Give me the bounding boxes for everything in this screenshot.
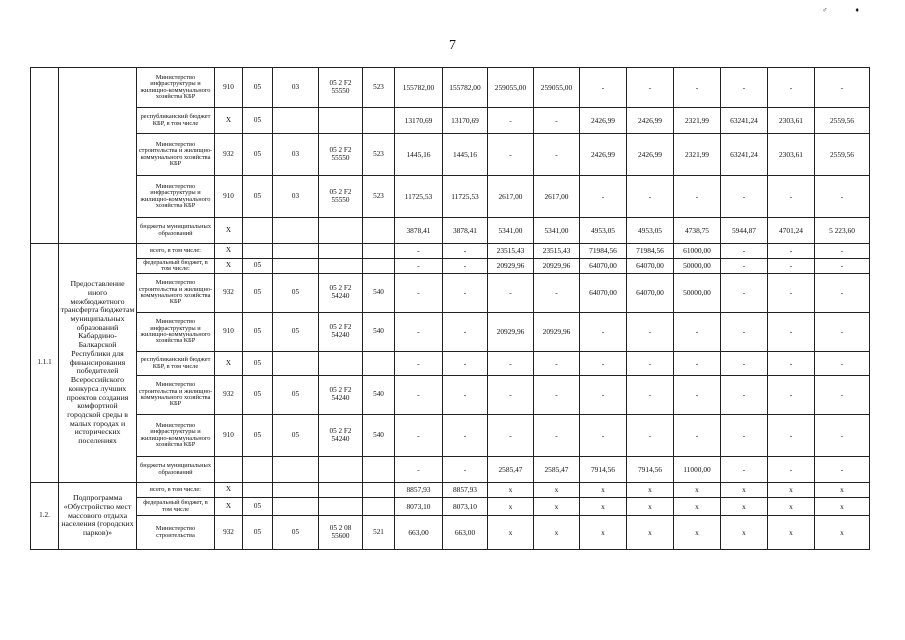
amount-cell: 5944,87	[721, 218, 768, 244]
amount-cell: x	[534, 498, 580, 516]
table-row	[31, 498, 870, 516]
amount-cell: 2303,61	[768, 108, 815, 134]
table-row	[31, 218, 870, 244]
grbs-code: X	[215, 218, 243, 244]
source-org: всего, в том числе:	[137, 483, 215, 498]
source-org: федеральный бюджет, в том числе:	[137, 259, 215, 274]
grbs-code: X	[215, 498, 243, 516]
amount-cell: 155782,00	[443, 68, 488, 108]
amount-cell: 2426,99	[627, 134, 674, 176]
amount-cell: -	[768, 376, 815, 415]
amount-cell: -	[721, 244, 768, 259]
amount-cell: 4701,24	[768, 218, 815, 244]
amount-cell: 2585,47	[534, 457, 580, 483]
amount-cell: 1445,16	[395, 134, 443, 176]
amount-cell: 4953,05	[627, 218, 674, 244]
grbs-code	[215, 457, 243, 483]
grbs-code: X	[215, 483, 243, 498]
section-code: 05	[243, 376, 273, 415]
expense-type-code	[363, 457, 395, 483]
subsection-code: 03	[273, 68, 319, 108]
subsection-code: 03	[273, 176, 319, 218]
subsection-code	[273, 483, 319, 498]
amount-cell: 259055,00	[534, 68, 580, 108]
amount-cell: 3878,41	[443, 218, 488, 244]
source-org: всего, в том числе:	[137, 244, 215, 259]
amount-cell: -	[395, 244, 443, 259]
table-row	[31, 244, 870, 259]
amount-cell: x	[815, 498, 870, 516]
table-row	[31, 376, 870, 415]
amount-cell: -	[768, 259, 815, 274]
grbs-code: X	[215, 108, 243, 134]
grbs-code: 932	[215, 516, 243, 550]
amount-cell: -	[443, 244, 488, 259]
amount-cell: 1445,16	[443, 134, 488, 176]
subsection-code: 05	[273, 516, 319, 550]
grbs-code: X	[215, 259, 243, 274]
amount-cell: -	[815, 313, 870, 352]
amount-cell: -	[580, 415, 627, 457]
table-row	[31, 457, 870, 483]
source-org: Министерство инфраструктуры и жилищно-коммунального хозяйства КБР	[137, 313, 215, 352]
amount-cell: -	[395, 376, 443, 415]
amount-cell: 63241,24	[721, 108, 768, 134]
amount-cell: -	[443, 457, 488, 483]
amount-cell: 155782,00	[395, 68, 443, 108]
section-code: 05	[243, 352, 273, 376]
amount-cell: x	[768, 483, 815, 498]
amount-cell: -	[768, 415, 815, 457]
subsection-code	[273, 218, 319, 244]
amount-cell: -	[815, 457, 870, 483]
source-org: Министерство инфраструктуры и жилищно-коммунального хозяйства КБР	[137, 415, 215, 457]
grbs-code: 910	[215, 415, 243, 457]
amount-cell: 11000,00	[674, 457, 721, 483]
amount-cell: 23515,43	[534, 244, 580, 259]
source-org: бюджеты муниципальных образований	[137, 218, 215, 244]
amount-cell: -	[580, 376, 627, 415]
expense-type-code	[363, 259, 395, 274]
section-code	[243, 457, 273, 483]
target-article-code: 05 2 F2 55550	[319, 68, 363, 108]
subsection-code	[273, 498, 319, 516]
subsection-code: 05	[273, 313, 319, 352]
target-article-code	[319, 352, 363, 376]
amount-cell: 13170,69	[443, 108, 488, 134]
page-number: 7	[449, 38, 456, 53]
table-body	[31, 68, 870, 550]
amount-cell: -	[443, 313, 488, 352]
amount-cell: -	[721, 376, 768, 415]
target-article-code	[319, 483, 363, 498]
subsection-code	[273, 352, 319, 376]
amount-cell: -	[395, 457, 443, 483]
amount-cell: x	[674, 483, 721, 498]
amount-cell: 2559,56	[815, 108, 870, 134]
target-article-code	[319, 218, 363, 244]
amount-cell: -	[721, 68, 768, 108]
amount-cell: x	[815, 483, 870, 498]
target-article-code: 05 2 F2 55550	[319, 176, 363, 218]
amount-cell: -	[488, 352, 534, 376]
target-article-code: 05 2 F2 54240	[319, 415, 363, 457]
table-row	[31, 108, 870, 134]
section-code: 05	[243, 176, 273, 218]
row-number: 1.1.1	[31, 244, 59, 483]
amount-cell: 20929,96	[488, 313, 534, 352]
amount-cell: 20929,96	[488, 259, 534, 274]
amount-cell: -	[721, 176, 768, 218]
budget-table	[30, 67, 870, 550]
amount-cell: -	[488, 134, 534, 176]
amount-cell: -	[534, 274, 580, 313]
amount-cell: 71984,56	[627, 244, 674, 259]
section-code: 05	[243, 274, 273, 313]
amount-cell: 3878,41	[395, 218, 443, 244]
amount-cell: 2617,00	[534, 176, 580, 218]
amount-cell: -	[534, 352, 580, 376]
amount-cell: x	[534, 516, 580, 550]
corner-marks	[822, 6, 887, 14]
amount-cell: x	[721, 516, 768, 550]
section-code	[243, 483, 273, 498]
table-row	[31, 415, 870, 457]
amount-cell: x	[721, 483, 768, 498]
expense-type-code: 523	[363, 176, 395, 218]
grbs-code: 932	[215, 376, 243, 415]
expense-type-code: 523	[363, 68, 395, 108]
table-row	[31, 352, 870, 376]
expense-type-code	[363, 108, 395, 134]
amount-cell: x	[580, 516, 627, 550]
amount-cell: -	[815, 376, 870, 415]
amount-cell: 13170,69	[395, 108, 443, 134]
source-org: Министерство инфраструктуры и жилищно-коммунального хозяйства КБР	[137, 68, 215, 108]
amount-cell: -	[395, 274, 443, 313]
amount-cell: 11725,53	[443, 176, 488, 218]
amount-cell: -	[395, 313, 443, 352]
amount-cell: -	[534, 376, 580, 415]
amount-cell: -	[721, 259, 768, 274]
amount-cell: -	[443, 376, 488, 415]
subsection-code: 05	[273, 376, 319, 415]
amount-cell: -	[815, 176, 870, 218]
amount-cell: -	[815, 274, 870, 313]
grbs-code: X	[215, 352, 243, 376]
section-code: 05	[243, 516, 273, 550]
amount-cell: x	[674, 498, 721, 516]
section-code	[243, 244, 273, 259]
amount-cell: 64070,00	[627, 259, 674, 274]
amount-cell: -	[674, 176, 721, 218]
section-code: 05	[243, 313, 273, 352]
measure-name: Предоставление иного межбюджетного трансферта бюджетам муниципальных образований Кабардино-Балкарской Республики для финансирования победителей Всероссийского конкурса лучших проектов создания комфортной городской среды в малых городах и исторических поселениях	[59, 244, 137, 483]
amount-cell: -	[443, 274, 488, 313]
amount-cell: x	[627, 483, 674, 498]
amount-cell: -	[580, 68, 627, 108]
amount-cell: 50000,00	[674, 274, 721, 313]
amount-cell: -	[627, 376, 674, 415]
target-article-code: 05 2 F2 54240	[319, 274, 363, 313]
amount-cell: 11725,53	[395, 176, 443, 218]
section-code	[243, 218, 273, 244]
section-code: 05	[243, 108, 273, 134]
amount-cell: -	[627, 176, 674, 218]
amount-cell: 20929,96	[534, 259, 580, 274]
amount-cell: 64070,00	[627, 274, 674, 313]
amount-cell: -	[488, 376, 534, 415]
target-article-code: 05 2 F2 54240	[319, 313, 363, 352]
source-org: Министерство строительства	[137, 516, 215, 550]
section-code: 05	[243, 134, 273, 176]
amount-cell: 64070,00	[580, 274, 627, 313]
amount-cell: -	[815, 244, 870, 259]
amount-cell: 663,00	[443, 516, 488, 550]
amount-cell: -	[674, 415, 721, 457]
expense-type-code	[363, 498, 395, 516]
amount-cell: x	[674, 516, 721, 550]
amount-cell: 61000,00	[674, 244, 721, 259]
amount-cell: 2303,61	[768, 134, 815, 176]
amount-cell: -	[534, 108, 580, 134]
grbs-code: X	[215, 244, 243, 259]
target-article-code: 05 2 08 55600	[319, 516, 363, 550]
amount-cell: 71984,56	[580, 244, 627, 259]
amount-cell: -	[395, 352, 443, 376]
source-org: республиканский бюджет КБР, в том числе	[137, 352, 215, 376]
amount-cell: -	[721, 274, 768, 313]
amount-cell: -	[488, 274, 534, 313]
amount-cell: -	[674, 313, 721, 352]
amount-cell: -	[768, 274, 815, 313]
subsection-code: 05	[273, 274, 319, 313]
grbs-code: 932	[215, 274, 243, 313]
source-org: Министерство строительства и жилищно-коммунального хозяйства КБР	[137, 134, 215, 176]
table-row	[31, 68, 870, 108]
amount-cell: -	[768, 176, 815, 218]
amount-cell: x	[627, 498, 674, 516]
section-code: 05	[243, 259, 273, 274]
row-number	[31, 68, 59, 244]
section-code: 05	[243, 498, 273, 516]
target-article-code	[319, 108, 363, 134]
expense-type-code	[363, 244, 395, 259]
expense-type-code	[363, 352, 395, 376]
target-article-code	[319, 244, 363, 259]
source-org: федеральный бюджет, в том числе	[137, 498, 215, 516]
expense-type-code: 540	[363, 376, 395, 415]
amount-cell: 23515,43	[488, 244, 534, 259]
target-article-code	[319, 259, 363, 274]
amount-cell: 8857,93	[443, 483, 488, 498]
source-org: Министерство инфраструктуры и жилищно-коммунального хозяйства КБР	[137, 176, 215, 218]
amount-cell: 2321,99	[674, 108, 721, 134]
subsection-code: 03	[273, 134, 319, 176]
amount-cell: x	[580, 498, 627, 516]
amount-cell: -	[768, 352, 815, 376]
table-row	[31, 259, 870, 274]
amount-cell: -	[627, 415, 674, 457]
table-row	[31, 176, 870, 218]
source-org: Министерство строительства и жилищно-коммунального хозяйства КБР	[137, 376, 215, 415]
amount-cell: 8073,10	[395, 498, 443, 516]
row-number: 1.2.	[31, 483, 59, 550]
expense-type-code: 540	[363, 274, 395, 313]
amount-cell: -	[721, 415, 768, 457]
amount-cell: -	[674, 352, 721, 376]
grbs-code: 932	[215, 134, 243, 176]
amount-cell: -	[815, 259, 870, 274]
amount-cell: 20929,96	[534, 313, 580, 352]
amount-cell: -	[721, 352, 768, 376]
amount-cell: -	[443, 352, 488, 376]
amount-cell: -	[534, 134, 580, 176]
expense-type-code: 540	[363, 313, 395, 352]
amount-cell: -	[815, 415, 870, 457]
amount-cell: 63241,24	[721, 134, 768, 176]
amount-cell: 2426,99	[580, 134, 627, 176]
amount-cell: x	[627, 516, 674, 550]
amount-cell: -	[815, 352, 870, 376]
amount-cell: x	[580, 483, 627, 498]
amount-cell: 5 223,60	[815, 218, 870, 244]
subsection-code: 05	[273, 415, 319, 457]
amount-cell: -	[721, 457, 768, 483]
expense-type-code: 521	[363, 516, 395, 550]
amount-cell: -	[627, 352, 674, 376]
amount-cell: x	[488, 483, 534, 498]
amount-cell: 8073,10	[443, 498, 488, 516]
amount-cell: 7914,56	[580, 457, 627, 483]
amount-cell: 5341,00	[488, 218, 534, 244]
amount-cell: 7914,56	[627, 457, 674, 483]
amount-cell: -	[580, 176, 627, 218]
source-org: бюджеты муниципальных образований	[137, 457, 215, 483]
target-article-code: 05 2 F2 55550	[319, 134, 363, 176]
amount-cell: -	[443, 259, 488, 274]
amount-cell: -	[395, 415, 443, 457]
amount-cell: -	[443, 415, 488, 457]
expense-type-code	[363, 483, 395, 498]
amount-cell: 2559,56	[815, 134, 870, 176]
amount-cell: -	[815, 68, 870, 108]
amount-cell: -	[768, 244, 815, 259]
amount-cell: x	[488, 516, 534, 550]
amount-cell: x	[488, 498, 534, 516]
amount-cell: 2617,00	[488, 176, 534, 218]
amount-cell: x	[768, 516, 815, 550]
amount-cell: -	[580, 313, 627, 352]
corner-mark-1: ♂	[822, 6, 856, 14]
table-row	[31, 483, 870, 498]
amount-cell: 4953,05	[580, 218, 627, 244]
amount-cell: 64070,00	[580, 259, 627, 274]
section-code: 05	[243, 68, 273, 108]
grbs-code: 910	[215, 176, 243, 218]
amount-cell: 50000,00	[674, 259, 721, 274]
amount-cell: -	[768, 68, 815, 108]
section-code: 05	[243, 415, 273, 457]
amount-cell: 2321,99	[674, 134, 721, 176]
table-row	[31, 274, 870, 313]
amount-cell: -	[534, 415, 580, 457]
measure-name: Подпрограмма «Обустройство мест массового отдыха населения (городских парков)»	[59, 483, 137, 550]
target-article-code	[319, 498, 363, 516]
amount-cell: 2426,99	[580, 108, 627, 134]
grbs-code: 910	[215, 68, 243, 108]
amount-cell: 5341,00	[534, 218, 580, 244]
amount-cell: -	[721, 313, 768, 352]
amount-cell: -	[395, 259, 443, 274]
expense-type-code: 523	[363, 134, 395, 176]
subsection-code	[273, 244, 319, 259]
expense-type-code: 540	[363, 415, 395, 457]
amount-cell: -	[674, 68, 721, 108]
amount-cell: -	[488, 108, 534, 134]
measure-name	[59, 68, 137, 244]
amount-cell: -	[627, 68, 674, 108]
source-org: Министерство строительства и жилищно-коммунального хозяйства КБР	[137, 274, 215, 313]
table-row	[31, 516, 870, 550]
amount-cell: 8857,93	[395, 483, 443, 498]
amount-cell: x	[534, 483, 580, 498]
table-row	[31, 134, 870, 176]
amount-cell: x	[768, 498, 815, 516]
grbs-code: 910	[215, 313, 243, 352]
subsection-code	[273, 259, 319, 274]
target-article-code	[319, 457, 363, 483]
amount-cell: 4738,75	[674, 218, 721, 244]
amount-cell: x	[815, 516, 870, 550]
amount-cell: -	[627, 313, 674, 352]
subsection-code	[273, 108, 319, 134]
corner-mark-2: ♦	[855, 6, 887, 14]
table-row	[31, 313, 870, 352]
amount-cell: -	[768, 457, 815, 483]
amount-cell: -	[580, 352, 627, 376]
source-org: республиканский бюджет КБР, в том числе	[137, 108, 215, 134]
amount-cell: 259055,00	[488, 68, 534, 108]
amount-cell: -	[488, 415, 534, 457]
expense-type-code	[363, 218, 395, 244]
amount-cell: -	[674, 376, 721, 415]
amount-cell: x	[721, 498, 768, 516]
amount-cell: 663,00	[395, 516, 443, 550]
amount-cell: 2585,47	[488, 457, 534, 483]
amount-cell: 2426,99	[627, 108, 674, 134]
subsection-code	[273, 457, 319, 483]
target-article-code: 05 2 F2 54240	[319, 376, 363, 415]
amount-cell: -	[768, 313, 815, 352]
